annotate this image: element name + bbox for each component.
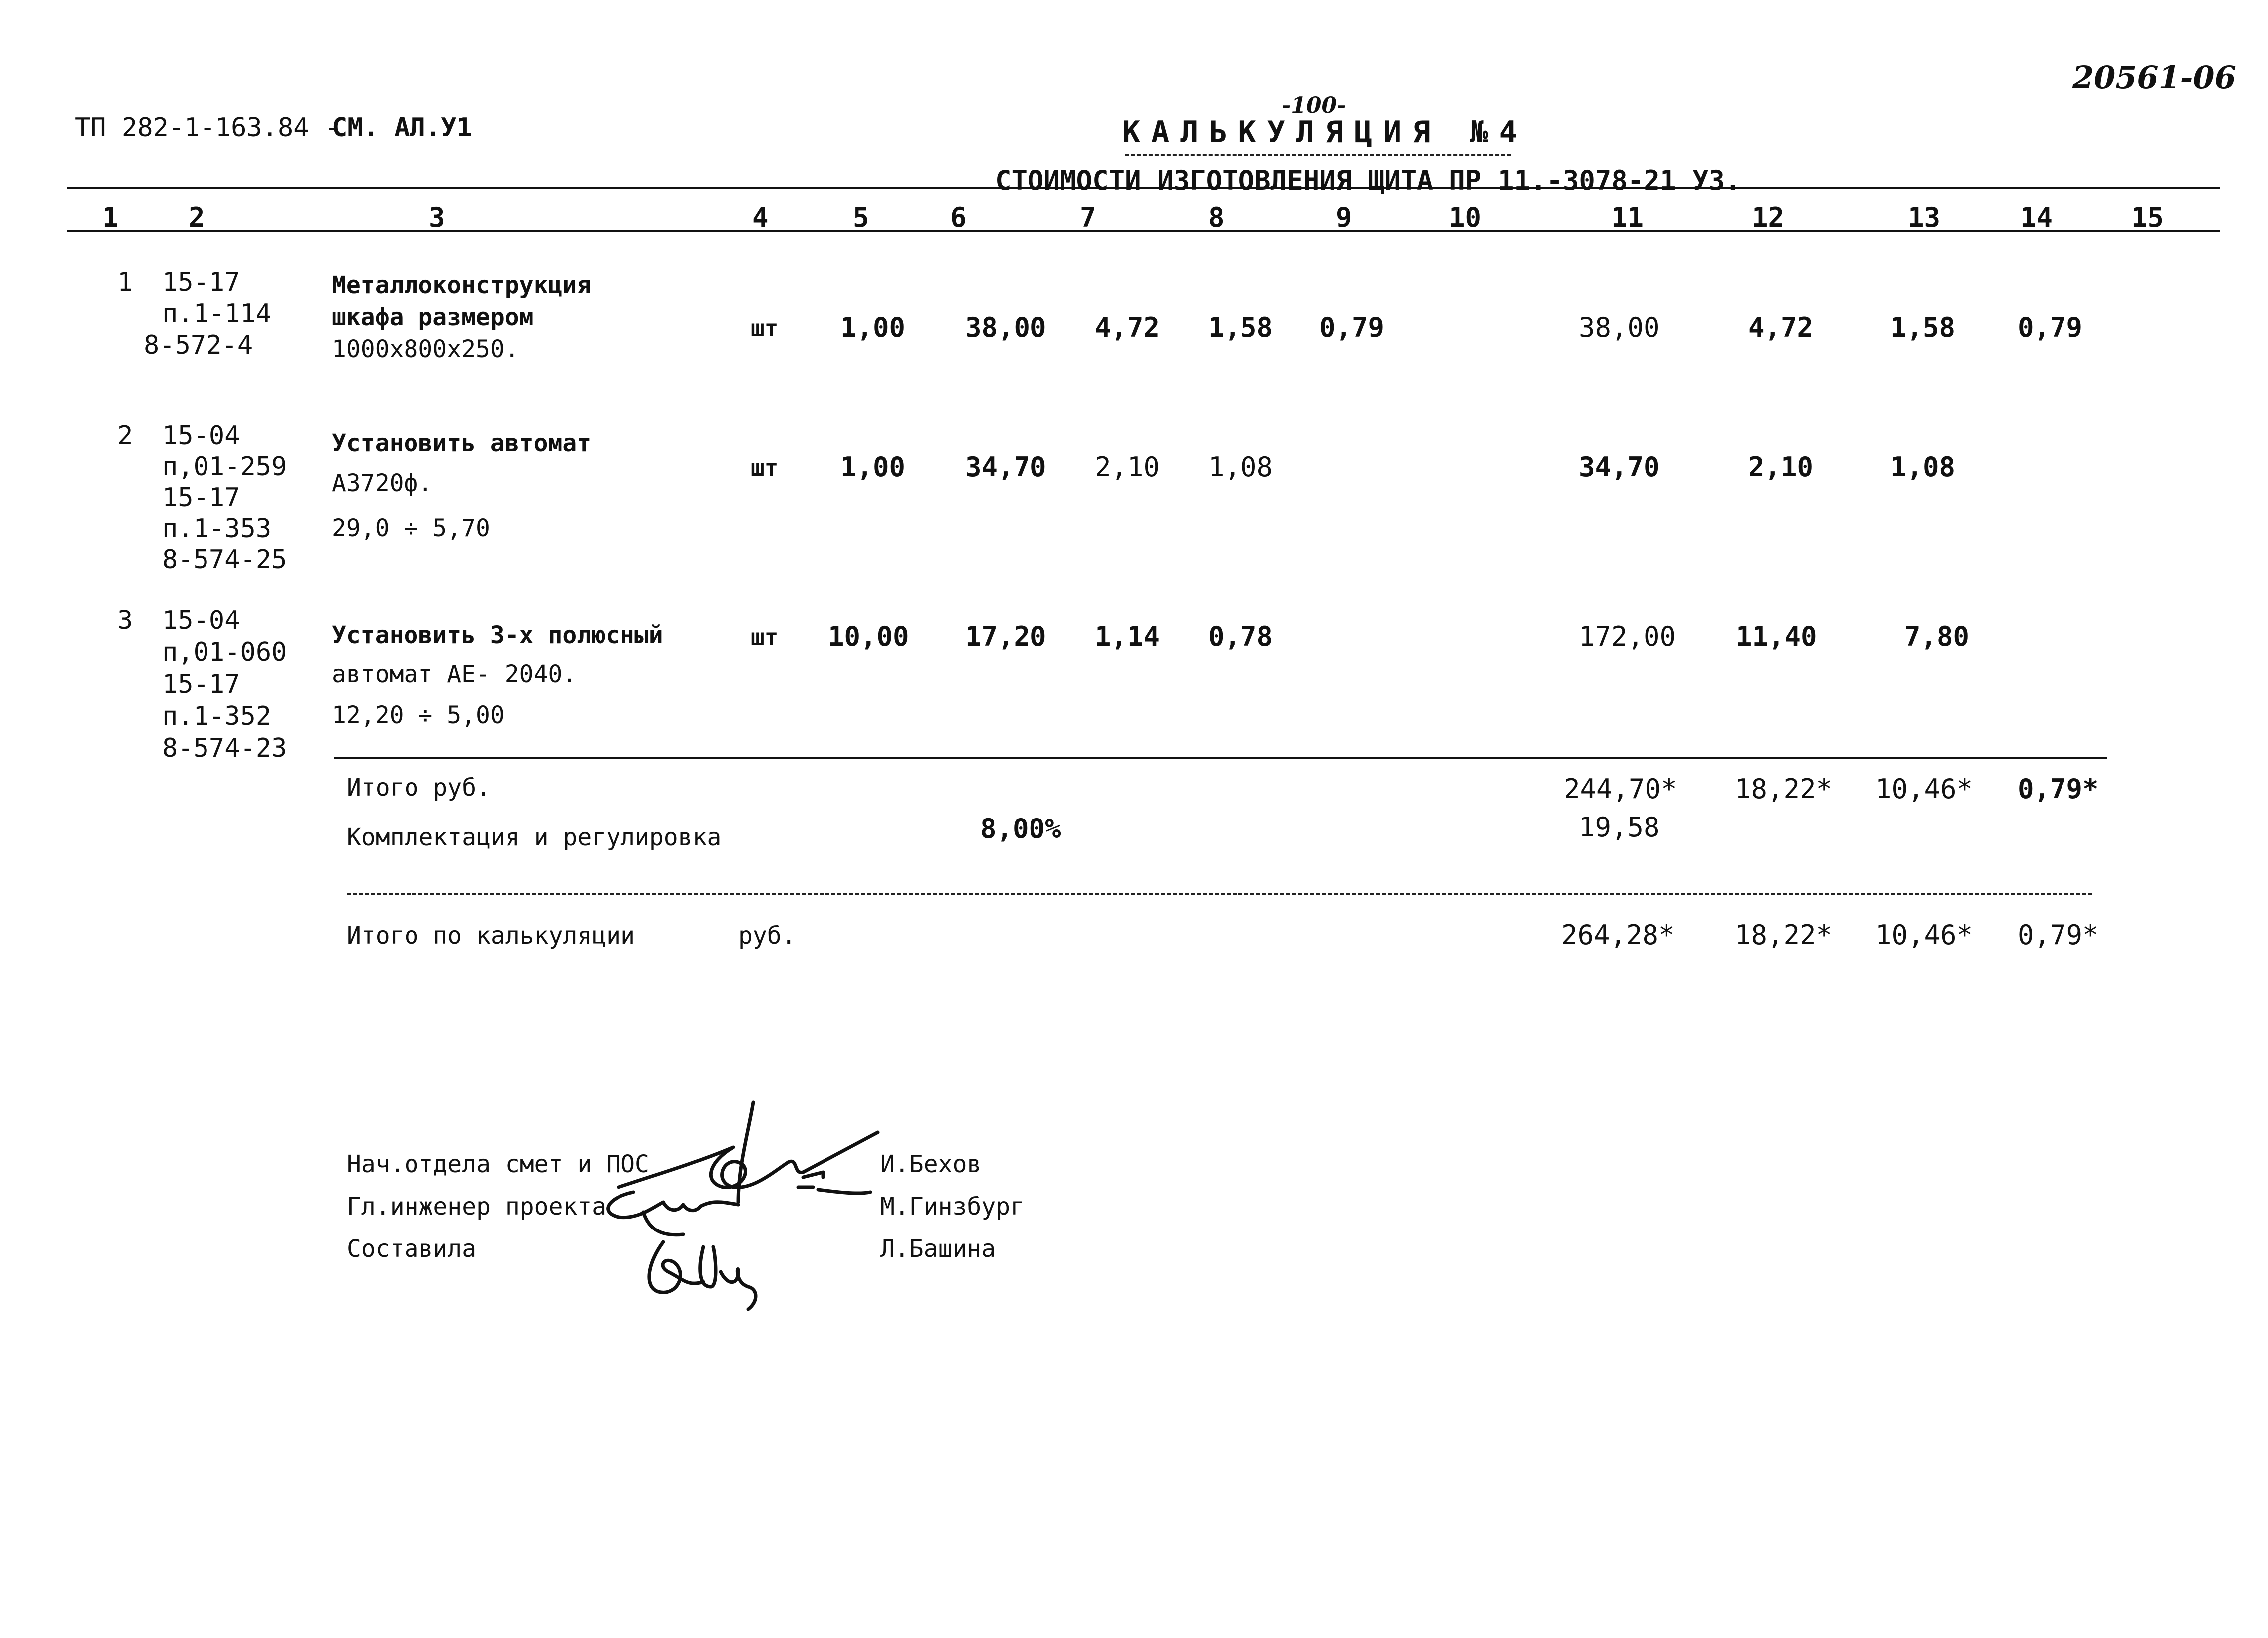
column-number: 12 xyxy=(1752,202,1785,233)
column-number: 8 xyxy=(1208,202,1225,233)
row-number: 2 xyxy=(117,421,133,451)
table-header-rule xyxy=(67,230,2220,232)
row-number: 1 xyxy=(117,267,133,297)
norm-code: п.1-114 xyxy=(162,299,272,329)
unit-cell: шт xyxy=(751,315,779,342)
total-value: 264,28* xyxy=(1561,919,1675,951)
page-number: -100- xyxy=(1282,93,1346,118)
subtotal-value: 0,79* xyxy=(2018,773,2099,805)
total-rule xyxy=(347,893,2092,895)
document-subtitle: СТОИМОСТИ ИЗГОТОВЛЕНИЯ ЩИТА ПР 11.-3078-21 УЗ. xyxy=(995,165,1741,196)
signer-name: Л.Башина xyxy=(880,1235,996,1263)
corner-code: 20561-06 xyxy=(2072,59,2236,96)
subtotal-value: 10,46* xyxy=(1875,773,1973,805)
value-cell: 34,70 xyxy=(965,451,1046,483)
subtotal-value: 244,70* xyxy=(1564,773,1677,805)
norm-code: 15-17 xyxy=(162,267,240,297)
item-description: Установить автомат xyxy=(332,429,592,457)
column-number: 10 xyxy=(1449,202,1482,233)
norm-code: 15-17 xyxy=(162,669,240,699)
value-cell: 34,70 xyxy=(1579,451,1660,483)
signer-position: Гл.инженер проекта xyxy=(347,1193,607,1221)
subtotal-value: 18,22* xyxy=(1735,773,1833,805)
norm-code: 8-574-25 xyxy=(162,545,287,575)
total-value: 10,46* xyxy=(1875,919,1973,951)
handwritten-signatures xyxy=(589,1087,888,1317)
value-cell: 1,08 xyxy=(1208,451,1273,483)
norm-code: п,01-259 xyxy=(162,452,287,482)
column-number: 13 xyxy=(1908,202,1941,233)
column-number: 6 xyxy=(950,202,967,233)
unit-cell: шт xyxy=(751,624,779,651)
subtotal-label: Итого руб. xyxy=(347,774,491,802)
norm-code: 8-574-23 xyxy=(162,733,287,763)
value-cell: 0,79 xyxy=(2018,312,2083,343)
norm-code: 15-04 xyxy=(162,421,240,451)
table-top-rule xyxy=(67,187,2220,189)
signer-position: Составила xyxy=(347,1235,477,1263)
item-description: шкафа размером xyxy=(332,303,534,331)
value-cell: 2,10 xyxy=(1748,451,1814,483)
value-cell: 1,58 xyxy=(1890,312,1956,343)
total-label: Итого по калькуляции xyxy=(347,922,635,950)
value-cell: 1,00 xyxy=(840,451,906,483)
column-number: 14 xyxy=(2020,202,2053,233)
value-cell: 0,78 xyxy=(1208,621,1273,652)
value-cell: 1,00 xyxy=(840,312,906,343)
signer-position: Нач.отдела смет и ПОС xyxy=(347,1150,649,1178)
kompl-percent: 8,00% xyxy=(980,813,1061,844)
column-number: 7 xyxy=(1080,202,1096,233)
item-description: А3720ф. xyxy=(332,469,433,497)
subtotal-rule xyxy=(334,757,2107,759)
document-reference: ТП 282-1-163.84 - xyxy=(75,113,341,143)
total-value: 18,22* xyxy=(1735,919,1833,951)
value-cell: 172,00 xyxy=(1579,621,1676,652)
row-number: 3 xyxy=(117,606,133,635)
item-description: 29,0 ÷ 5,70 xyxy=(332,514,490,542)
value-cell: 0,79 xyxy=(1319,312,1385,343)
norm-code: п,01-060 xyxy=(162,637,287,667)
sheet-reference: СМ. АЛ.У1 xyxy=(332,113,472,143)
item-description: 1000х800х250. xyxy=(332,335,519,363)
value-cell: 4,72 xyxy=(1748,312,1814,343)
norm-code: п.1-353 xyxy=(162,514,272,544)
value-cell: 4,72 xyxy=(1095,312,1160,343)
column-number: 1 xyxy=(102,202,119,233)
item-description: автомат АЕ- 2040. xyxy=(332,660,577,688)
column-number: 4 xyxy=(752,202,769,233)
unit-cell: шт xyxy=(751,454,779,481)
total-unit: руб. xyxy=(738,922,796,950)
total-value: 0,79* xyxy=(2018,919,2099,951)
value-cell: 38,00 xyxy=(965,312,1046,343)
norm-code: п.1-352 xyxy=(162,701,272,731)
document-title: КАЛЬКУЛЯЦИЯ №4 xyxy=(1122,115,1528,150)
item-description: Установить 3-х полюсный xyxy=(332,621,663,649)
value-cell: 10,00 xyxy=(828,621,909,652)
item-description: Металлоконструкция xyxy=(332,271,592,299)
column-number: 11 xyxy=(1611,202,1644,233)
kompl-label: Комплектация и регулировка xyxy=(347,823,722,851)
signer-name: М.Гинзбург xyxy=(880,1193,1025,1221)
column-number: 2 xyxy=(189,202,205,233)
value-cell: 1,14 xyxy=(1095,621,1160,652)
value-cell: 2,10 xyxy=(1095,451,1160,483)
norm-code: 8-572-4 xyxy=(144,330,253,360)
norm-code: 15-17 xyxy=(162,483,240,513)
value-cell: 7,80 xyxy=(1904,621,1970,652)
column-number: 5 xyxy=(853,202,869,233)
item-description: 12,20 ÷ 5,00 xyxy=(332,701,505,729)
column-number: 15 xyxy=(2131,202,2164,233)
norm-code: 15-04 xyxy=(162,606,240,635)
value-cell: 1,08 xyxy=(1890,451,1956,483)
value-cell: 38,00 xyxy=(1579,312,1660,343)
column-number: 3 xyxy=(429,202,445,233)
value-cell: 17,20 xyxy=(965,621,1046,652)
value-cell: 11,40 xyxy=(1736,621,1817,652)
column-number: 9 xyxy=(1336,202,1352,233)
title-underline xyxy=(1125,154,1511,156)
kompl-value: 19,58 xyxy=(1579,812,1660,843)
signer-name: И.Бехов xyxy=(880,1150,982,1178)
value-cell: 1,58 xyxy=(1208,312,1273,343)
